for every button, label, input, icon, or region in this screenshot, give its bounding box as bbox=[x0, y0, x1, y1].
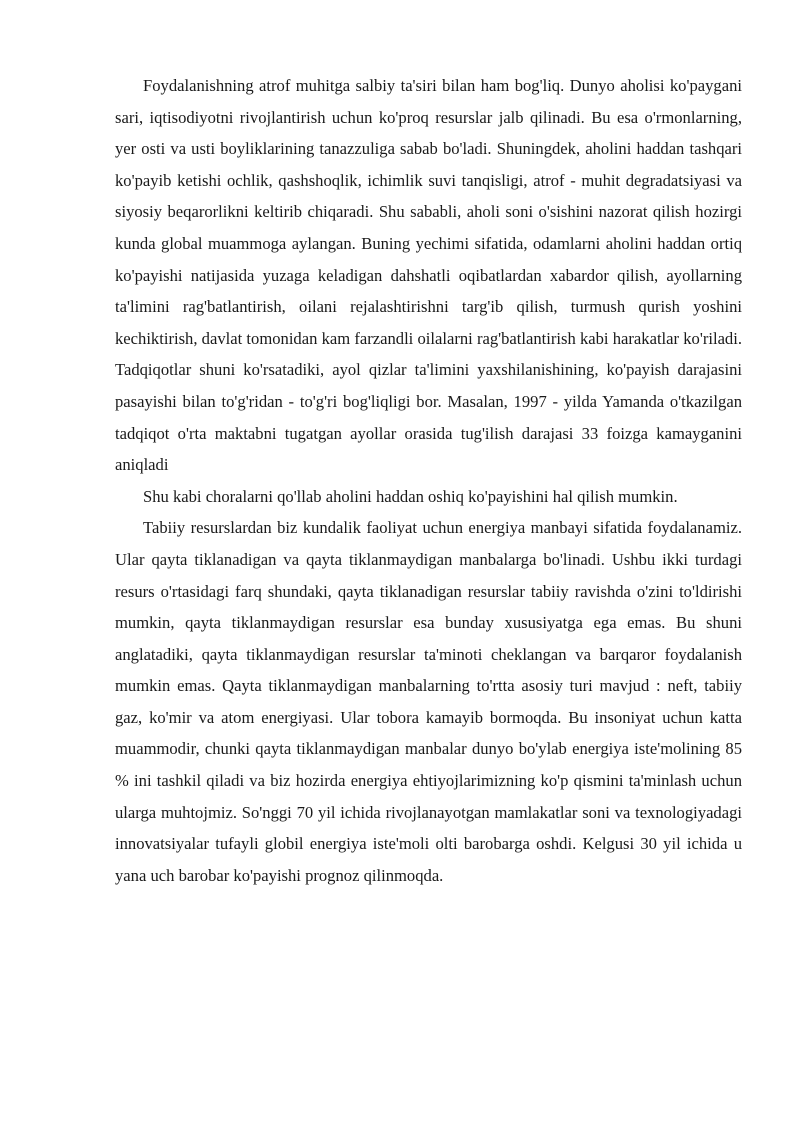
paragraph-measures-conclusion: Shu kabi choralarni qo'llab aholini haddan oshiq ko'payishini hal qilish mumkin. bbox=[143, 486, 678, 506]
paragraph-energy-resources: Tabiiy resurslardan biz kundalik faoliyat uchun energiya manbayi sifatida foydalanamiz. Ular qayta tiklanadigan va qayta tiklanmaydigan manbalarga bo'linadi. Ushbu ikki turdagi resurs o'rtasidagi farq shundaki, qayta tiklanadigan resurslar tabiiy ravishda o'zini to'ldirishi mumkin, qayta tiklanmaydigan resurslar esa bunday xususiyatga ega emas. Bu shuni anglatadiki, qayta tiklanmaydigan resurslar ta'minoti cheklangan va barqaror foydalanish mumkin emas. Qayta tiklanmaydigan manbalarning to'rtta asosiy turi mavjud : neft, tabiiy gaz, ko'mir va atom energiyasi. Ular tobora kamayib bormoqda. Bu insoniyat uchun katta muammodir, chunki qayta tiklanmaydigan manbalar dunyo bo'ylab energiya iste'molining 85 % ini tashkil qiladi va biz hozirda energiya ehtiyojlarimizning ko'p qismini ta'minlash uchun ularga muhtojmiz. So'nggi 70 yil ichida rivojlanayotgan mamlakatlar soni va texnologiyadagi innovatsiyalar tufayli globil energiya iste'moli olti barobarga oshdi. Kelgusi 30 yil ichida u yana uch barobar ko'payishi prognoz qilinmoqda. bbox=[115, 518, 742, 885]
paragraph-population-impact: Foydalanishning atrof muhitga salbiy ta'siri bilan ham bog'liq. Dunyo aholisi ko'paygani sari, iqtisodiyotni rivojlantirish uchun ko'proq resurslar jalb qilinadi. Bu esa o'rmonlarning, yer osti va usti boyliklarining tanazzuliga sabab bo'ladi. Shuningdek, aholini haddan tashqari ko'payib ketishi ochlik, qashshoqlik, ichimlik suvi tanqisligi, atrof - muhit degradatsiyasi va siyosiy beqarorlikni keltirib chiqaradi. Shu sababli, aholi soni o'sishini nazorat qilish hozirgi kunda global muammoga aylangan. Buning yechimi sifatida, odamlarni aholini haddan ortiq ko'payishi natijasida yuzaga keladigan dahshatli oqibatlardan xabardor qilish, ayollarning ta'limini rag'batlantirish, oilani rejalashtirishni targ'ib qilish, turmush qurish yoshini kechiktirish, davlat tomonidan kam farzandli oilalarni rag'batlantirish kabi harakatlar ko'riladi. Tadqiqotlar shuni ko'rsatadiki, ayol qizlar ta'limini yaxshilanishining, ko'payish darajasini pasayishi bilan to'g'ridan - to'g'ri bog'liqligi bor. Masalan, 1997 - yilda Yamanda o'tkazilgan tadqiqot o'rta maktabni tugatgan ayollar orasida tug'ilish darajasi 33 foizga kamayganini aniqladi bbox=[115, 76, 742, 475]
document-page bbox=[115, 70, 742, 891]
